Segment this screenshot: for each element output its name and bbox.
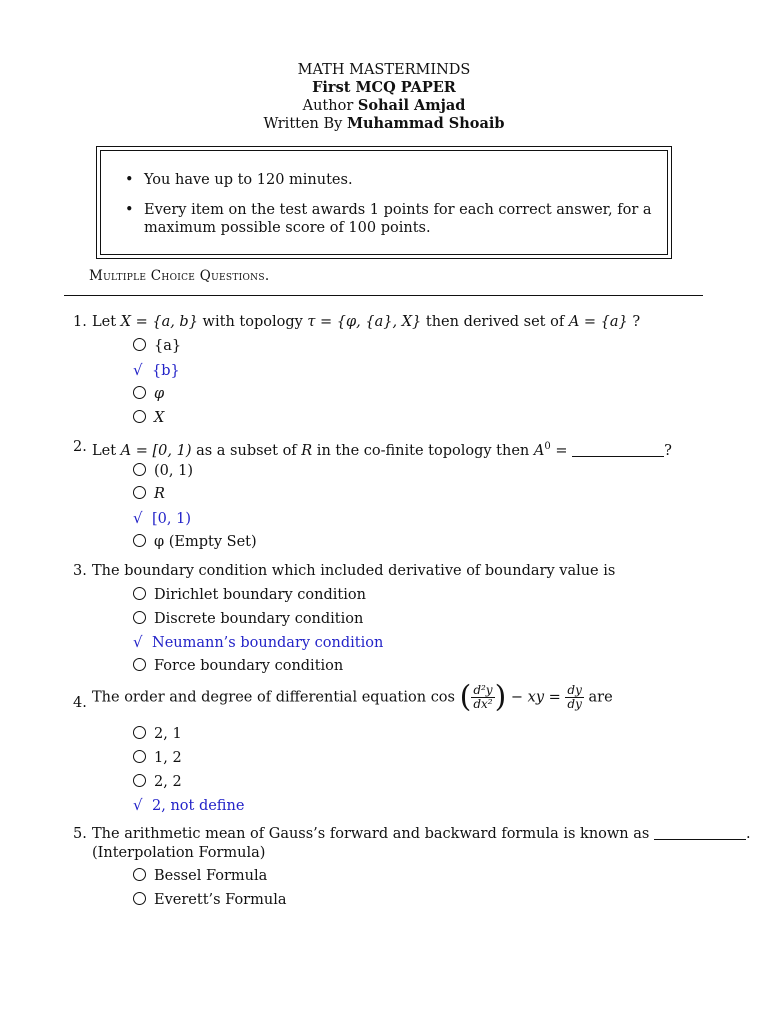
option[interactable]: (0, 1) bbox=[133, 462, 193, 480]
option[interactable]: Dirichlet boundary condition bbox=[133, 586, 366, 604]
org-title: MATH MASTERMINDS bbox=[297, 62, 471, 78]
paper-title: First MCQ PAPER bbox=[312, 79, 456, 96]
option[interactable]: φ (Empty Set) bbox=[133, 533, 257, 551]
author-line: Author Sohail Amjad bbox=[302, 97, 466, 114]
check-icon: √ bbox=[133, 796, 143, 814]
radio-circle-icon[interactable] bbox=[133, 410, 146, 423]
option[interactable]: R bbox=[133, 485, 165, 503]
radio-circle-icon[interactable] bbox=[133, 534, 146, 547]
question-text: The order and degree of differential equation cos ( $\frac{\text{d²y}}{\text{dx²}}$ ) − xy = $\frac{dy}{dy}$ are bbox=[92, 679, 613, 715]
instructions-box-inner bbox=[100, 150, 668, 255]
fraction: $\frac{\text{d²y}}{\text{dx²}}$ bbox=[473, 683, 493, 711]
option[interactable]: X bbox=[133, 409, 164, 427]
question-number: 4. bbox=[73, 695, 87, 711]
option-correct[interactable]: √ [0, 1) bbox=[133, 509, 191, 527]
radio-circle-icon[interactable] bbox=[133, 750, 146, 763]
section-title: Multiple Choice Questions. bbox=[89, 268, 270, 284]
paper-header bbox=[0, 61, 768, 133]
answer-blank[interactable] bbox=[572, 456, 664, 457]
check-icon: √ bbox=[133, 509, 143, 527]
question-4 bbox=[0, 679, 768, 724]
instruction-item: • Every item on the test awards 1 points for each correct answer, for a maximum possible score of 100 points. bbox=[125, 202, 652, 236]
radio-circle-icon[interactable] bbox=[133, 386, 146, 399]
answer-blank[interactable] bbox=[654, 839, 746, 840]
radio-circle-icon[interactable] bbox=[133, 658, 146, 671]
option-correct[interactable]: √ {b} bbox=[133, 361, 180, 379]
check-icon: √ bbox=[133, 633, 143, 651]
radio-circle-icon[interactable] bbox=[133, 892, 146, 905]
option[interactable]: Discrete boundary condition bbox=[133, 610, 363, 628]
question-number: 2. bbox=[73, 439, 87, 455]
instructions-box bbox=[96, 146, 672, 259]
check-icon: √ bbox=[133, 361, 143, 379]
instruction-item: • You have up to 120 minutes. bbox=[125, 172, 353, 188]
question-text: Let X = {a, b} with topology τ = {φ, {a}, X} then derived set of A = {a} ? bbox=[92, 314, 641, 330]
question-text: Let A = [0, 1) as a subset of R in the co-finite topology then $A^0$ = ? bbox=[92, 441, 672, 459]
bullet-icon: • bbox=[125, 172, 134, 188]
question-text: The boundary condition which included derivative of boundary value is bbox=[92, 563, 616, 579]
radio-circle-icon[interactable] bbox=[133, 774, 146, 787]
option[interactable]: {a} bbox=[133, 337, 181, 355]
radio-circle-icon[interactable] bbox=[133, 726, 146, 739]
radio-circle-icon[interactable] bbox=[133, 338, 146, 351]
fraction: $\frac{dy}{dy}$ bbox=[567, 683, 582, 711]
question-number: 5. bbox=[73, 826, 87, 842]
question-text: The arithmetic mean of Gauss’s forward and backward formula is known as . bbox=[92, 826, 751, 842]
option-correct[interactable]: √ Neumann’s boundary condition bbox=[133, 633, 384, 651]
question-number: 3. bbox=[73, 563, 87, 579]
question-number: 1. bbox=[73, 314, 87, 330]
writer-line: Written By Muhammad Shoaib bbox=[263, 115, 505, 132]
bullet-icon: • bbox=[125, 202, 134, 218]
radio-circle-icon[interactable] bbox=[133, 587, 146, 600]
option[interactable]: 2, 2 bbox=[133, 773, 182, 791]
option[interactable]: Bessel Formula bbox=[133, 867, 267, 885]
radio-circle-icon[interactable] bbox=[133, 868, 146, 881]
option[interactable]: Force boundary condition bbox=[133, 657, 343, 675]
option[interactable]: 2, 1 bbox=[133, 725, 182, 743]
option[interactable]: 1, 2 bbox=[133, 749, 182, 767]
radio-circle-icon[interactable] bbox=[133, 611, 146, 624]
option[interactable]: Everett’s Formula bbox=[133, 891, 286, 909]
radio-circle-icon[interactable] bbox=[133, 486, 146, 499]
divider bbox=[64, 295, 703, 296]
radio-circle-icon[interactable] bbox=[133, 463, 146, 476]
option[interactable]: φ bbox=[133, 385, 164, 403]
option-correct[interactable]: √ 2, not define bbox=[133, 796, 245, 814]
